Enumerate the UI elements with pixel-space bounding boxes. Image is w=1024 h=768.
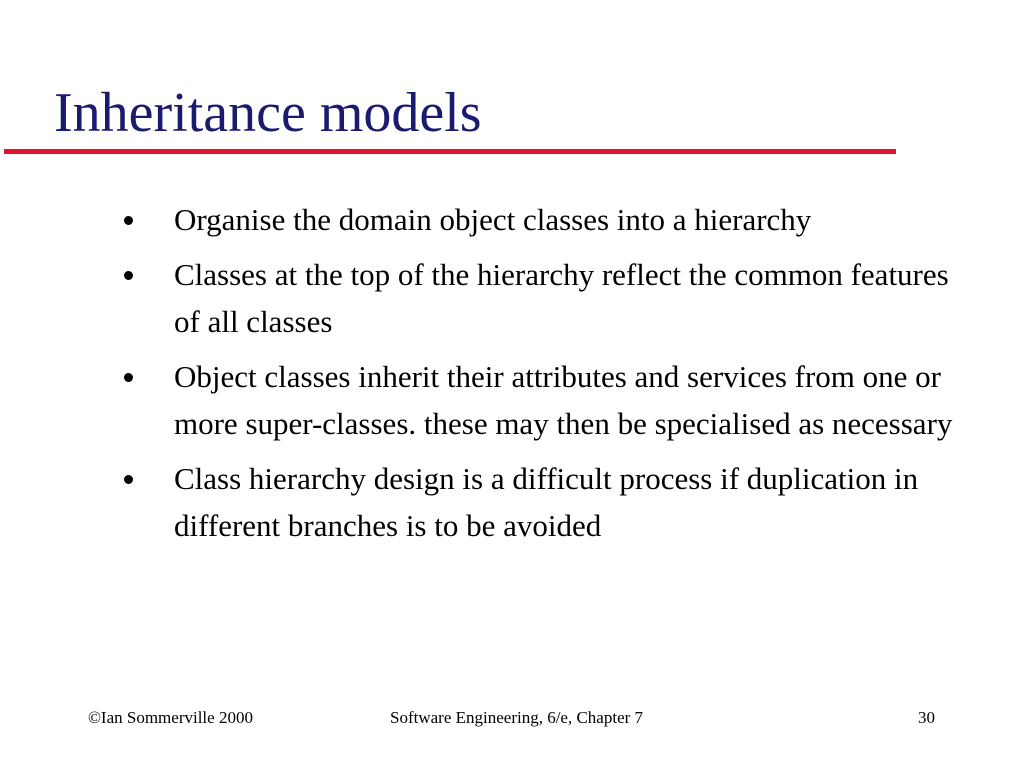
bullet-item bbox=[120, 196, 980, 243]
footer-page-number: 30 bbox=[918, 708, 935, 727]
bullet-dot-icon bbox=[124, 475, 133, 484]
bullet-item bbox=[120, 455, 980, 549]
bullet-text: Class hierarchy design is a difficult process if duplication in different branches is to be avoided bbox=[174, 461, 919, 543]
bullet-text: Organise the domain object classes into a hierarchy bbox=[174, 202, 812, 237]
bullet-list bbox=[120, 196, 980, 557]
bullet-dot-icon bbox=[124, 216, 133, 225]
bullet-dot-icon bbox=[124, 373, 133, 382]
bullet-dot-icon bbox=[124, 271, 133, 280]
bullet-item bbox=[120, 353, 980, 447]
bullet-text: Classes at the top of the hierarchy reflect the common features of all classes bbox=[174, 257, 949, 339]
slide-title: Inheritance models bbox=[54, 82, 482, 144]
bullet-text: Object classes inherit their attributes and services from one or more super-classes. these may then be specialised as necessary bbox=[174, 359, 953, 441]
bullet-item bbox=[120, 251, 980, 345]
footer-course-title: Software Engineering, 6/e, Chapter 7 bbox=[390, 708, 644, 727]
title-underline-rule bbox=[4, 149, 896, 154]
footer-copyright: ©Ian Sommerville 2000 bbox=[88, 708, 253, 727]
